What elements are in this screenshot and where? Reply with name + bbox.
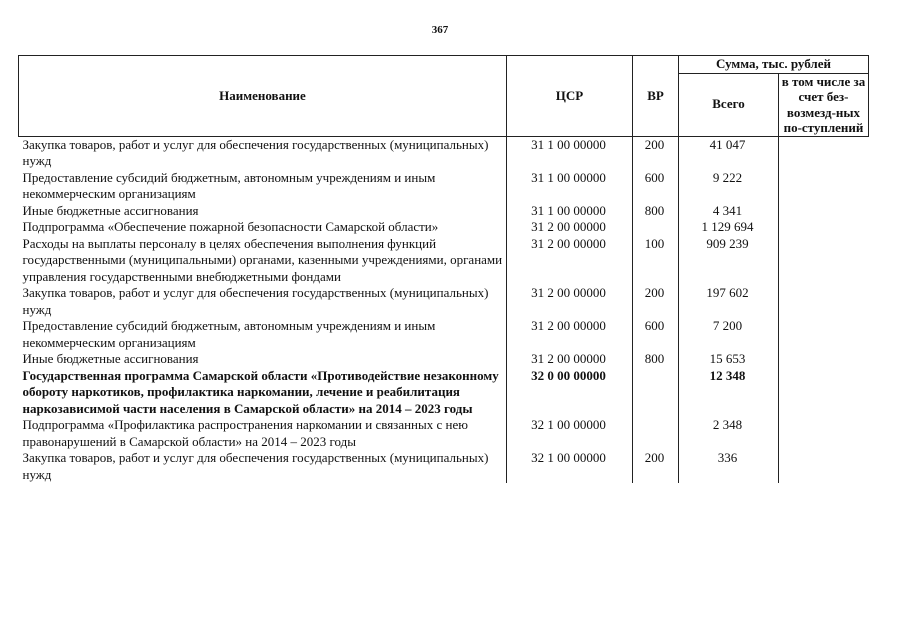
cell-vr: 200 bbox=[633, 450, 679, 483]
cell-total: 12 348 bbox=[679, 368, 779, 418]
cell-incl bbox=[779, 136, 869, 170]
table-row bbox=[19, 219, 869, 236]
cell-vr: 200 bbox=[633, 285, 679, 318]
cell-incl bbox=[779, 170, 869, 203]
cell-csr: 31 2 00 00000 bbox=[507, 219, 633, 236]
cell-incl bbox=[779, 203, 869, 220]
cell-csr: 32 1 00 00000 bbox=[507, 417, 633, 450]
cell-name: Государственная программа Самарской области «Противодействие незаконному обороту наркотиков, профилактика наркомании, лечение и реабилитация наркозависимой части населения в Самарской области» на 2014 – 2023 годы bbox=[22, 367, 499, 416]
cell-csr: 31 1 00 00000 bbox=[507, 170, 633, 203]
cell-incl bbox=[779, 417, 869, 450]
header-name: Наименование bbox=[19, 56, 507, 137]
cell-csr: 32 1 00 00000 bbox=[507, 450, 633, 483]
cell-incl bbox=[779, 219, 869, 236]
cell-total: 7 200 bbox=[679, 318, 779, 351]
cell-total: 1 129 694 bbox=[679, 219, 779, 236]
cell-name: Закупка товаров, работ и услуг для обеспечения государственных (муниципальных) нужд bbox=[22, 285, 489, 317]
header-vr: ВР bbox=[633, 56, 679, 137]
cell-name: Закупка товаров, работ и услуг для обеспечения государственных (муниципальных) нужд bbox=[22, 450, 489, 482]
table-row bbox=[19, 136, 869, 170]
cell-incl bbox=[779, 236, 869, 286]
header-total: Всего bbox=[679, 73, 779, 136]
cell-incl bbox=[779, 285, 869, 318]
cell-vr: 100 bbox=[633, 236, 679, 286]
cell-incl bbox=[779, 318, 869, 351]
budget-table bbox=[18, 55, 869, 483]
cell-vr bbox=[633, 219, 679, 236]
cell-incl bbox=[779, 368, 869, 418]
cell-csr: 31 2 00 00000 bbox=[507, 351, 633, 368]
cell-vr: 800 bbox=[633, 203, 679, 220]
cell-name: Закупка товаров, работ и услуг для обеспечения государственных (муниципальных) нужд bbox=[22, 136, 489, 168]
cell-csr: 31 1 00 00000 bbox=[507, 203, 633, 220]
page-number: 367 bbox=[431, 24, 449, 36]
cell-csr: 31 1 00 00000 bbox=[507, 136, 633, 170]
cell-csr: 32 0 00 00000 bbox=[507, 368, 633, 418]
cell-vr: 800 bbox=[633, 351, 679, 368]
cell-name: Расходы на выплаты персоналу в целях обеспечения выполнения функций государственными (муниципальными) органами, казенными учреждениями, органами управления государственными внебюджетными фондами bbox=[22, 235, 503, 284]
cell-name: Подпрограмма «Профилактика распространения наркомании и связанных с нею правонарушений в Самарской области» на 2014 – 2023 годы bbox=[22, 417, 468, 449]
cell-incl bbox=[779, 450, 869, 483]
cell-name: Иные бюджетные ассигнования bbox=[22, 202, 199, 218]
cell-total: 336 bbox=[679, 450, 779, 483]
table-row bbox=[19, 450, 869, 483]
cell-incl bbox=[779, 351, 869, 368]
table-row bbox=[19, 203, 869, 220]
table-row bbox=[19, 170, 869, 203]
table-row bbox=[19, 417, 869, 450]
cell-vr: 600 bbox=[633, 170, 679, 203]
cell-name: Иные бюджетные ассигнования bbox=[22, 351, 199, 366]
table-row bbox=[19, 236, 869, 286]
cell-total: 909 239 bbox=[679, 236, 779, 286]
header-incl: в том числе за счет без-возмезд-ных по-ступлений bbox=[779, 73, 869, 136]
cell-total: 9 222 bbox=[679, 170, 779, 203]
header-csr: ЦСР bbox=[507, 56, 633, 137]
cell-csr: 31 2 00 00000 bbox=[507, 318, 633, 351]
table-header bbox=[19, 56, 869, 137]
cell-vr: 600 bbox=[633, 318, 679, 351]
header-sum: Сумма, тыс. рублей bbox=[679, 56, 869, 74]
table-row bbox=[19, 285, 869, 318]
cell-csr: 31 2 00 00000 bbox=[507, 285, 633, 318]
cell-vr bbox=[633, 417, 679, 450]
cell-name: Подпрограмма «Обеспечение пожарной безопасности Самарской области» bbox=[22, 219, 439, 234]
cell-name: Предоставление субсидий бюджетным, автономным учреждениям и иным некоммерческим организациям bbox=[22, 318, 436, 350]
table-row bbox=[19, 368, 869, 418]
table-row bbox=[19, 318, 869, 351]
cell-total: 15 653 bbox=[679, 351, 779, 368]
cell-total: 2 348 bbox=[679, 417, 779, 450]
cell-vr: 200 bbox=[633, 136, 679, 170]
table-body bbox=[19, 136, 869, 483]
cell-vr bbox=[633, 368, 679, 418]
cell-csr: 31 2 00 00000 bbox=[507, 236, 633, 286]
cell-total: 197 602 bbox=[679, 285, 779, 318]
cell-name: Предоставление субсидий бюджетным, автономным учреждениям и иным некоммерческим организациям bbox=[22, 169, 436, 201]
cell-total: 41 047 bbox=[679, 136, 779, 170]
cell-total: 4 341 bbox=[679, 203, 779, 220]
table-row bbox=[19, 351, 869, 368]
